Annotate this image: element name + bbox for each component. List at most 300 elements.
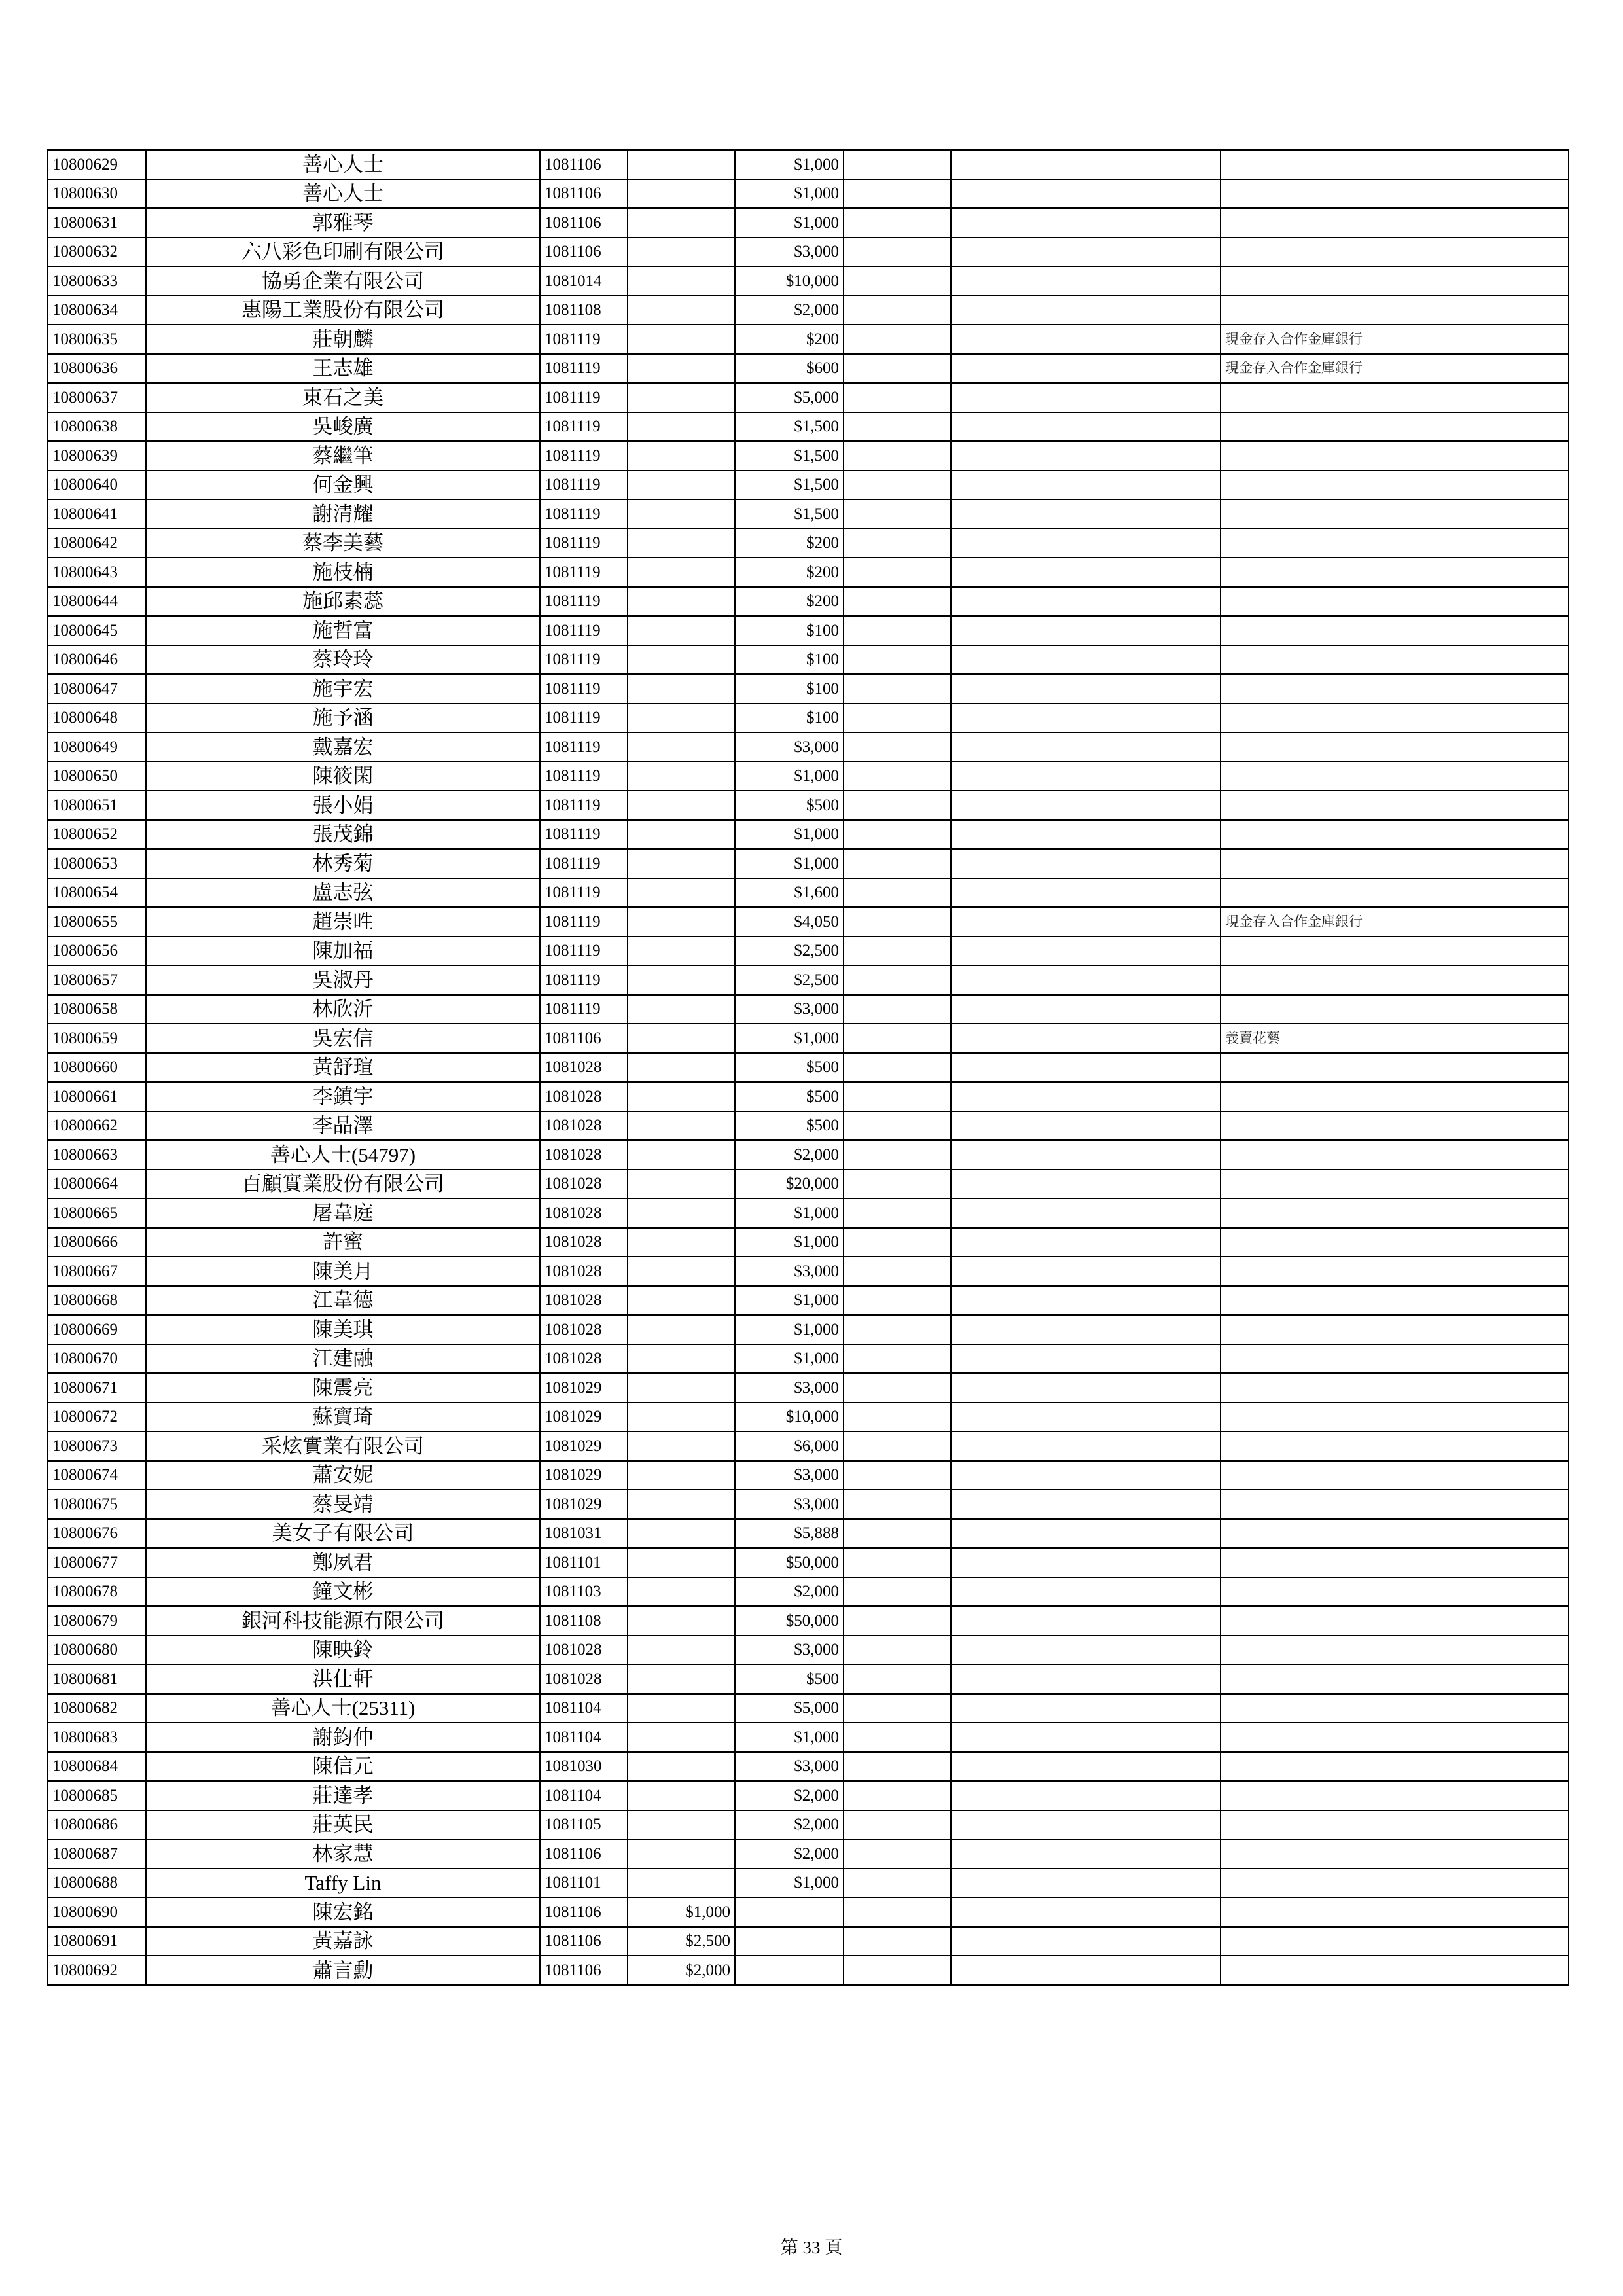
table-row	[48, 674, 1569, 704]
empty-cell	[951, 1228, 1221, 1257]
amount-col1-cell	[628, 1082, 735, 1111]
donation-date-cell: 1081104	[540, 1781, 628, 1810]
remark-cell	[1221, 616, 1569, 645]
amount-col1-cell	[628, 383, 735, 412]
empty-cell	[951, 1781, 1221, 1810]
remark-cell	[1221, 296, 1569, 325]
empty-cell	[844, 1897, 951, 1927]
empty-cell	[844, 1723, 951, 1752]
donation-date-cell: 1081106	[540, 1839, 628, 1869]
empty-cell	[951, 704, 1221, 733]
remark-cell	[1221, 1053, 1569, 1083]
receipt-number-cell: 10800652	[48, 820, 146, 850]
table-row	[48, 1198, 1569, 1228]
amount-col2-cell: $3,000	[735, 1636, 844, 1665]
table-row	[48, 732, 1569, 762]
amount-col1-cell	[628, 208, 735, 238]
amount-col2-cell: $3,000	[735, 732, 844, 762]
donor-name-cell: 張小娟	[146, 791, 540, 820]
empty-cell	[844, 1869, 951, 1898]
amount-col2-cell: $2,000	[735, 296, 844, 325]
donation-date-cell: 1081119	[540, 704, 628, 733]
table-row	[48, 499, 1569, 529]
donation-date-cell: 1081104	[540, 1723, 628, 1752]
empty-cell	[951, 1082, 1221, 1111]
table-row	[48, 616, 1569, 645]
empty-cell	[844, 1315, 951, 1344]
empty-cell	[951, 1956, 1221, 1985]
amount-col1-cell	[628, 354, 735, 384]
amount-col2-cell: $500	[735, 791, 844, 820]
empty-cell	[951, 529, 1221, 558]
receipt-number-cell: 10800659	[48, 1024, 146, 1053]
amount-col2-cell: $1,500	[735, 471, 844, 500]
empty-cell	[844, 1111, 951, 1141]
empty-cell	[844, 1461, 951, 1490]
empty-cell	[951, 354, 1221, 384]
donor-name-cell: 陳加福	[146, 937, 540, 966]
remark-cell	[1221, 1140, 1569, 1170]
table-row	[48, 1170, 1569, 1199]
donor-name-cell: 蕭安妮	[146, 1461, 540, 1490]
receipt-number-cell: 10800646	[48, 645, 146, 675]
receipt-number-cell: 10800678	[48, 1577, 146, 1607]
receipt-number-cell: 10800658	[48, 995, 146, 1024]
donor-name-cell: 陳美月	[146, 1257, 540, 1286]
remark-cell	[1221, 179, 1569, 209]
donor-name-cell: 蘇寶琦	[146, 1403, 540, 1432]
donation-date-cell: 1081104	[540, 1694, 628, 1723]
receipt-number-cell: 10800660	[48, 1053, 146, 1083]
empty-cell	[844, 441, 951, 471]
amount-col2-cell: $3,000	[735, 1490, 844, 1519]
remark-cell	[1221, 441, 1569, 471]
donor-name-cell: 美女子有限公司	[146, 1519, 540, 1549]
donor-name-cell: Taffy Lin	[146, 1869, 540, 1898]
remark-cell	[1221, 383, 1569, 412]
amount-col1-cell	[628, 1781, 735, 1810]
remark-cell	[1221, 995, 1569, 1024]
empty-cell	[951, 1577, 1221, 1607]
table-row	[48, 296, 1569, 325]
donation-date-cell: 1081119	[540, 907, 628, 937]
remark-cell	[1221, 732, 1569, 762]
receipt-number-cell: 10800666	[48, 1228, 146, 1257]
receipt-number-cell: 10800629	[48, 150, 146, 179]
donation-date-cell: 1081119	[540, 325, 628, 354]
empty-cell	[951, 558, 1221, 587]
remark-cell	[1221, 1897, 1569, 1927]
receipt-number-cell: 10800673	[48, 1431, 146, 1461]
empty-cell	[844, 1286, 951, 1316]
donor-name-cell: 李鎮宇	[146, 1082, 540, 1111]
donor-name-cell: 鐘文彬	[146, 1577, 540, 1607]
donor-name-cell: 郭雅琴	[146, 208, 540, 238]
remark-cell	[1221, 937, 1569, 966]
empty-cell	[951, 616, 1221, 645]
empty-cell	[951, 1257, 1221, 1286]
donor-name-cell: 莊達孝	[146, 1781, 540, 1810]
receipt-number-cell: 10800641	[48, 499, 146, 529]
empty-cell	[951, 732, 1221, 762]
amount-col1-cell	[628, 820, 735, 850]
amount-col1-cell: $2,000	[628, 1956, 735, 1985]
table-row	[48, 471, 1569, 500]
table-row	[48, 1257, 1569, 1286]
remark-cell	[1221, 1869, 1569, 1898]
empty-cell	[951, 1869, 1221, 1898]
donation-date-cell: 1081028	[540, 1053, 628, 1083]
amount-col1-cell	[628, 150, 735, 179]
remark-cell	[1221, 1315, 1569, 1344]
amount-col1-cell	[628, 558, 735, 587]
empty-cell	[951, 1752, 1221, 1782]
receipt-number-cell: 10800642	[48, 529, 146, 558]
amount-col1-cell	[628, 878, 735, 908]
donor-name-cell: 協勇企業有限公司	[146, 266, 540, 296]
receipt-number-cell: 10800664	[48, 1170, 146, 1199]
empty-cell	[951, 645, 1221, 675]
donor-name-cell: 莊朝麟	[146, 325, 540, 354]
table-row	[48, 354, 1569, 384]
receipt-number-cell: 10800634	[48, 296, 146, 325]
empty-cell	[844, 208, 951, 238]
ledger-body	[48, 150, 1569, 1985]
table-row	[48, 1548, 1569, 1577]
amount-col2-cell: $1,000	[735, 1228, 844, 1257]
remark-cell	[1221, 1956, 1569, 1985]
amount-col2-cell: $10,000	[735, 1403, 844, 1432]
donor-name-cell: 蔡李美藝	[146, 529, 540, 558]
table-row	[48, 325, 1569, 354]
empty-cell	[844, 1927, 951, 1956]
amount-col1-cell	[628, 1024, 735, 1053]
table-row	[48, 1752, 1569, 1782]
receipt-number-cell: 10800638	[48, 412, 146, 442]
amount-col2-cell	[735, 1927, 844, 1956]
empty-cell	[951, 1286, 1221, 1316]
amount-col2-cell: $100	[735, 704, 844, 733]
empty-cell	[844, 616, 951, 645]
empty-cell	[951, 1548, 1221, 1577]
table-row	[48, 1664, 1569, 1694]
remark-cell	[1221, 1664, 1569, 1694]
amount-col2-cell: $3,000	[735, 995, 844, 1024]
remark-cell	[1221, 791, 1569, 820]
amount-col1-cell	[628, 499, 735, 529]
donation-date-cell: 1081108	[540, 1606, 628, 1636]
amount-col1-cell	[628, 1373, 735, 1403]
amount-col1-cell: $1,000	[628, 1897, 735, 1927]
remark-cell	[1221, 762, 1569, 791]
empty-cell	[844, 1752, 951, 1782]
table-row	[48, 412, 1569, 442]
amount-col2-cell: $2,500	[735, 937, 844, 966]
empty-cell	[844, 1694, 951, 1723]
table-row	[48, 1956, 1569, 1985]
remark-cell	[1221, 849, 1569, 878]
empty-cell	[951, 762, 1221, 791]
receipt-number-cell: 10800657	[48, 965, 146, 995]
donor-name-cell: 六八彩色印刷有限公司	[146, 238, 540, 267]
empty-cell	[951, 441, 1221, 471]
amount-col2-cell: $1,000	[735, 820, 844, 850]
empty-cell	[844, 529, 951, 558]
amount-col1-cell	[628, 1636, 735, 1665]
remark-cell	[1221, 1606, 1569, 1636]
table-row	[48, 1053, 1569, 1083]
table-row	[48, 1082, 1569, 1111]
table-row	[48, 791, 1569, 820]
empty-cell	[844, 325, 951, 354]
amount-col2-cell: $1,000	[735, 1198, 844, 1228]
amount-col2-cell: $1,000	[735, 1869, 844, 1898]
empty-cell	[844, 471, 951, 500]
receipt-number-cell: 10800645	[48, 616, 146, 645]
empty-cell	[844, 1664, 951, 1694]
empty-cell	[844, 1519, 951, 1549]
amount-col1-cell	[628, 791, 735, 820]
remark-cell	[1221, 529, 1569, 558]
empty-cell	[844, 558, 951, 587]
table-row	[48, 1315, 1569, 1344]
empty-cell	[951, 1636, 1221, 1665]
table-row	[48, 558, 1569, 587]
receipt-number-cell: 10800647	[48, 674, 146, 704]
amount-col1-cell	[628, 266, 735, 296]
remark-cell	[1221, 266, 1569, 296]
remark-cell	[1221, 704, 1569, 733]
amount-col2-cell: $100	[735, 616, 844, 645]
donation-date-cell: 1081119	[540, 878, 628, 908]
donor-name-cell: 施邱素蕊	[146, 587, 540, 617]
donation-date-cell: 1081028	[540, 1082, 628, 1111]
empty-cell	[844, 1344, 951, 1374]
empty-cell	[844, 849, 951, 878]
receipt-number-cell: 10800688	[48, 1869, 146, 1898]
amount-col1-cell	[628, 965, 735, 995]
empty-cell	[844, 412, 951, 442]
empty-cell	[951, 471, 1221, 500]
remark-cell	[1221, 1431, 1569, 1461]
amount-col1-cell	[628, 1664, 735, 1694]
table-row	[48, 1927, 1569, 1956]
amount-col2-cell: $4,050	[735, 907, 844, 937]
empty-cell	[951, 325, 1221, 354]
table-row	[48, 179, 1569, 209]
amount-col1-cell	[628, 1752, 735, 1782]
amount-col1-cell	[628, 937, 735, 966]
donation-date-cell: 1081029	[540, 1490, 628, 1519]
donation-date-cell: 1081106	[540, 179, 628, 209]
table-row	[48, 878, 1569, 908]
table-row	[48, 1810, 1569, 1840]
donor-name-cell: 屠韋庭	[146, 1198, 540, 1228]
receipt-number-cell: 10800636	[48, 354, 146, 384]
amount-col2-cell: $500	[735, 1111, 844, 1141]
amount-col1-cell	[628, 412, 735, 442]
empty-cell	[844, 937, 951, 966]
amount-col2-cell: $5,888	[735, 1519, 844, 1549]
amount-col1-cell	[628, 1606, 735, 1636]
receipt-number-cell: 10800650	[48, 762, 146, 791]
receipt-number-cell: 10800691	[48, 1927, 146, 1956]
amount-col1-cell	[628, 1286, 735, 1316]
empty-cell	[951, 1490, 1221, 1519]
amount-col2-cell: $1,000	[735, 1315, 844, 1344]
empty-cell	[951, 820, 1221, 850]
donor-name-cell: 東石之美	[146, 383, 540, 412]
remark-cell	[1221, 1723, 1569, 1752]
remark-cell	[1221, 1577, 1569, 1607]
amount-col2-cell: $50,000	[735, 1548, 844, 1577]
empty-cell	[844, 965, 951, 995]
donor-name-cell: 江韋德	[146, 1286, 540, 1316]
empty-cell	[951, 587, 1221, 617]
donor-name-cell: 林家慧	[146, 1839, 540, 1869]
amount-col1-cell	[628, 325, 735, 354]
amount-col1-cell	[628, 1519, 735, 1549]
donor-name-cell: 謝清耀	[146, 499, 540, 529]
donor-name-cell: 惠陽工業股份有限公司	[146, 296, 540, 325]
remark-cell	[1221, 238, 1569, 267]
empty-cell	[951, 1403, 1221, 1432]
empty-cell	[951, 1053, 1221, 1083]
table-row	[48, 1490, 1569, 1519]
table-row	[48, 1694, 1569, 1723]
donation-date-cell: 1081028	[540, 1636, 628, 1665]
amount-col2-cell: $500	[735, 1664, 844, 1694]
donor-name-cell: 許蜜	[146, 1228, 540, 1257]
amount-col2-cell: $1,500	[735, 441, 844, 471]
amount-col2-cell: $50,000	[735, 1606, 844, 1636]
empty-cell	[844, 820, 951, 850]
remark-cell	[1221, 878, 1569, 908]
remark-cell	[1221, 1461, 1569, 1490]
table-row	[48, 238, 1569, 267]
empty-cell	[844, 354, 951, 384]
empty-cell	[951, 965, 1221, 995]
empty-cell	[951, 296, 1221, 325]
donation-date-cell: 1081101	[540, 1548, 628, 1577]
amount-col1-cell	[628, 704, 735, 733]
amount-col1-cell	[628, 1461, 735, 1490]
remark-cell	[1221, 1082, 1569, 1111]
empty-cell	[951, 1431, 1221, 1461]
donation-date-cell: 1081028	[540, 1344, 628, 1374]
empty-cell	[844, 732, 951, 762]
amount-col2-cell: $500	[735, 1053, 844, 1083]
empty-cell	[844, 1053, 951, 1083]
remark-cell	[1221, 965, 1569, 995]
amount-col1-cell	[628, 1111, 735, 1141]
donation-date-cell: 1081119	[540, 995, 628, 1024]
amount-col2-cell: $1,500	[735, 412, 844, 442]
amount-col1-cell	[628, 296, 735, 325]
empty-cell	[844, 179, 951, 209]
amount-col1-cell	[628, 471, 735, 500]
empty-cell	[844, 1140, 951, 1170]
donation-date-cell: 1081119	[540, 791, 628, 820]
amount-col2-cell: $600	[735, 354, 844, 384]
receipt-number-cell: 10800655	[48, 907, 146, 937]
receipt-number-cell: 10800651	[48, 791, 146, 820]
empty-cell	[951, 208, 1221, 238]
table-row	[48, 529, 1569, 558]
receipt-number-cell: 10800631	[48, 208, 146, 238]
amount-col2-cell: $200	[735, 558, 844, 587]
donation-date-cell: 1081119	[540, 471, 628, 500]
donor-name-cell: 善心人士(54797)	[146, 1140, 540, 1170]
remark-cell	[1221, 1781, 1569, 1810]
amount-col2-cell: $3,000	[735, 1257, 844, 1286]
donor-name-cell: 盧志弦	[146, 878, 540, 908]
amount-col2-cell: $20,000	[735, 1170, 844, 1199]
amount-col1-cell	[628, 907, 735, 937]
amount-col1-cell	[628, 1490, 735, 1519]
amount-col2-cell: $2,500	[735, 965, 844, 995]
receipt-number-cell: 10800681	[48, 1664, 146, 1694]
amount-col1-cell	[628, 645, 735, 675]
amount-col2-cell: $100	[735, 645, 844, 675]
donation-date-cell: 1081119	[540, 558, 628, 587]
remark-cell	[1221, 499, 1569, 529]
remark-cell	[1221, 1373, 1569, 1403]
receipt-number-cell: 10800672	[48, 1403, 146, 1432]
donor-name-cell: 蕭言勳	[146, 1956, 540, 1985]
amount-col1-cell	[628, 441, 735, 471]
amount-col2-cell: $10,000	[735, 266, 844, 296]
receipt-number-cell: 10800640	[48, 471, 146, 500]
amount-col1-cell	[628, 1694, 735, 1723]
table-row	[48, 150, 1569, 179]
page-number: 第 33 頁	[780, 2238, 843, 2257]
amount-col2-cell: $200	[735, 587, 844, 617]
table-row	[48, 1606, 1569, 1636]
empty-cell	[844, 1257, 951, 1286]
empty-cell	[844, 587, 951, 617]
remark-cell: 現金存入合作金庫銀行	[1221, 354, 1569, 384]
donor-name-cell: 戴嘉宏	[146, 732, 540, 762]
remark-cell	[1221, 1810, 1569, 1840]
donation-date-cell: 1081119	[540, 441, 628, 471]
donor-name-cell: 陳美琪	[146, 1315, 540, 1344]
donation-date-cell: 1081101	[540, 1869, 628, 1898]
donation-date-cell: 1081029	[540, 1431, 628, 1461]
donation-date-cell: 1081119	[540, 965, 628, 995]
amount-col1-cell: $2,500	[628, 1927, 735, 1956]
remark-cell: 現金存入合作金庫銀行	[1221, 907, 1569, 937]
amount-col2-cell: $200	[735, 325, 844, 354]
amount-col2-cell: $1,000	[735, 1344, 844, 1374]
donor-name-cell: 陳信元	[146, 1752, 540, 1782]
receipt-number-cell: 10800683	[48, 1723, 146, 1752]
remark-cell	[1221, 1228, 1569, 1257]
amount-col1-cell	[628, 1577, 735, 1607]
empty-cell	[844, 1606, 951, 1636]
remark-cell	[1221, 645, 1569, 675]
donation-date-cell: 1081029	[540, 1403, 628, 1432]
remark-cell	[1221, 1548, 1569, 1577]
empty-cell	[951, 995, 1221, 1024]
remark-cell	[1221, 674, 1569, 704]
amount-col2-cell: $1,600	[735, 878, 844, 908]
amount-col2-cell: $500	[735, 1082, 844, 1111]
empty-cell	[951, 1140, 1221, 1170]
amount-col1-cell	[628, 995, 735, 1024]
amount-col1-cell	[628, 1403, 735, 1432]
donor-name-cell: 莊英民	[146, 1810, 540, 1840]
